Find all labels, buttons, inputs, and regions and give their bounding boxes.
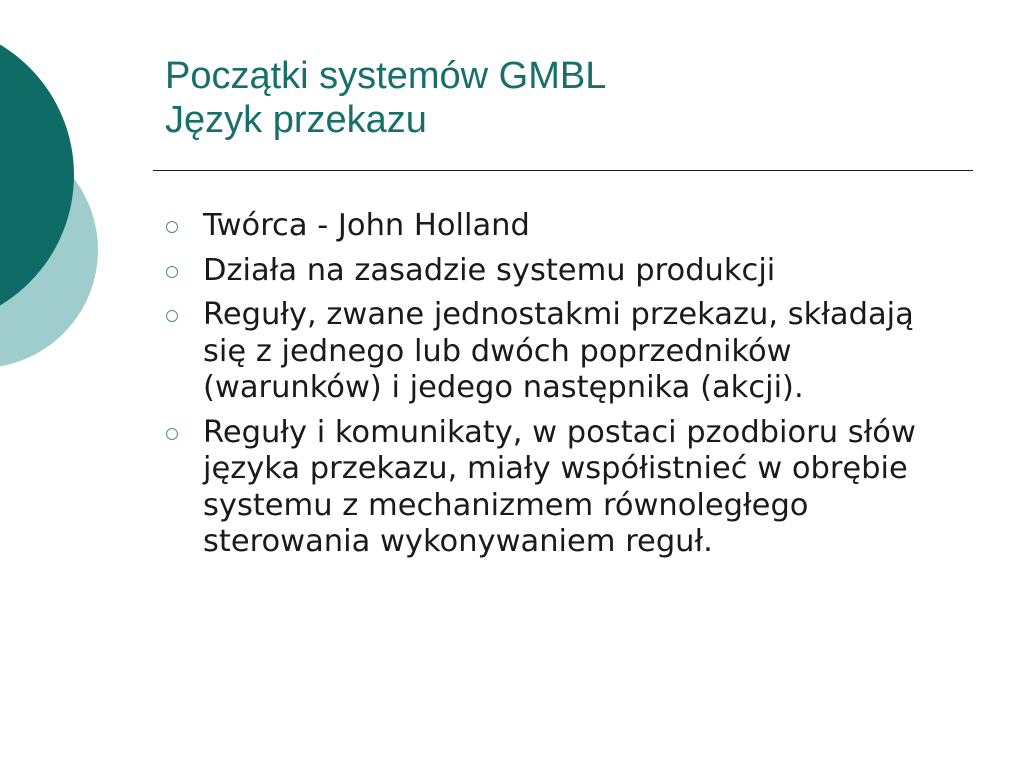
bullet-text: Reguły, zwane jednostakmi przekazu, składają się z jednego lub dwóch poprzedników (warunków) i jedego następnika (akcji). (203, 297, 914, 405)
hollow-circle-icon (166, 266, 178, 278)
hollow-circle-icon (166, 428, 178, 440)
bullet-text: Twórca - John Holland (203, 208, 530, 243)
hollow-circle-icon (166, 310, 178, 322)
bullet-list (166, 208, 966, 569)
title-divider (153, 170, 973, 171)
slide-title (165, 54, 606, 142)
bullet-item (166, 253, 966, 290)
bullet-item (166, 415, 966, 561)
decorative-circles (0, 0, 110, 400)
bullet-item (166, 297, 966, 407)
bullet-text: Reguły i komunikaty, w postaci pzodbioru słów języka przekazu, miały współistnieć w obrębie systemu z mechanizmem równoległego sterowania wykonywaniem reguł. (203, 414, 916, 559)
title-line-2: Język przekazu (165, 99, 427, 141)
bullet-text: Działa na zasadzie systemu produkcji (203, 252, 776, 288)
bullet-item (166, 208, 966, 245)
hollow-circle-icon (166, 221, 178, 233)
title-line-1: Początki systemów GMBL (165, 55, 607, 97)
